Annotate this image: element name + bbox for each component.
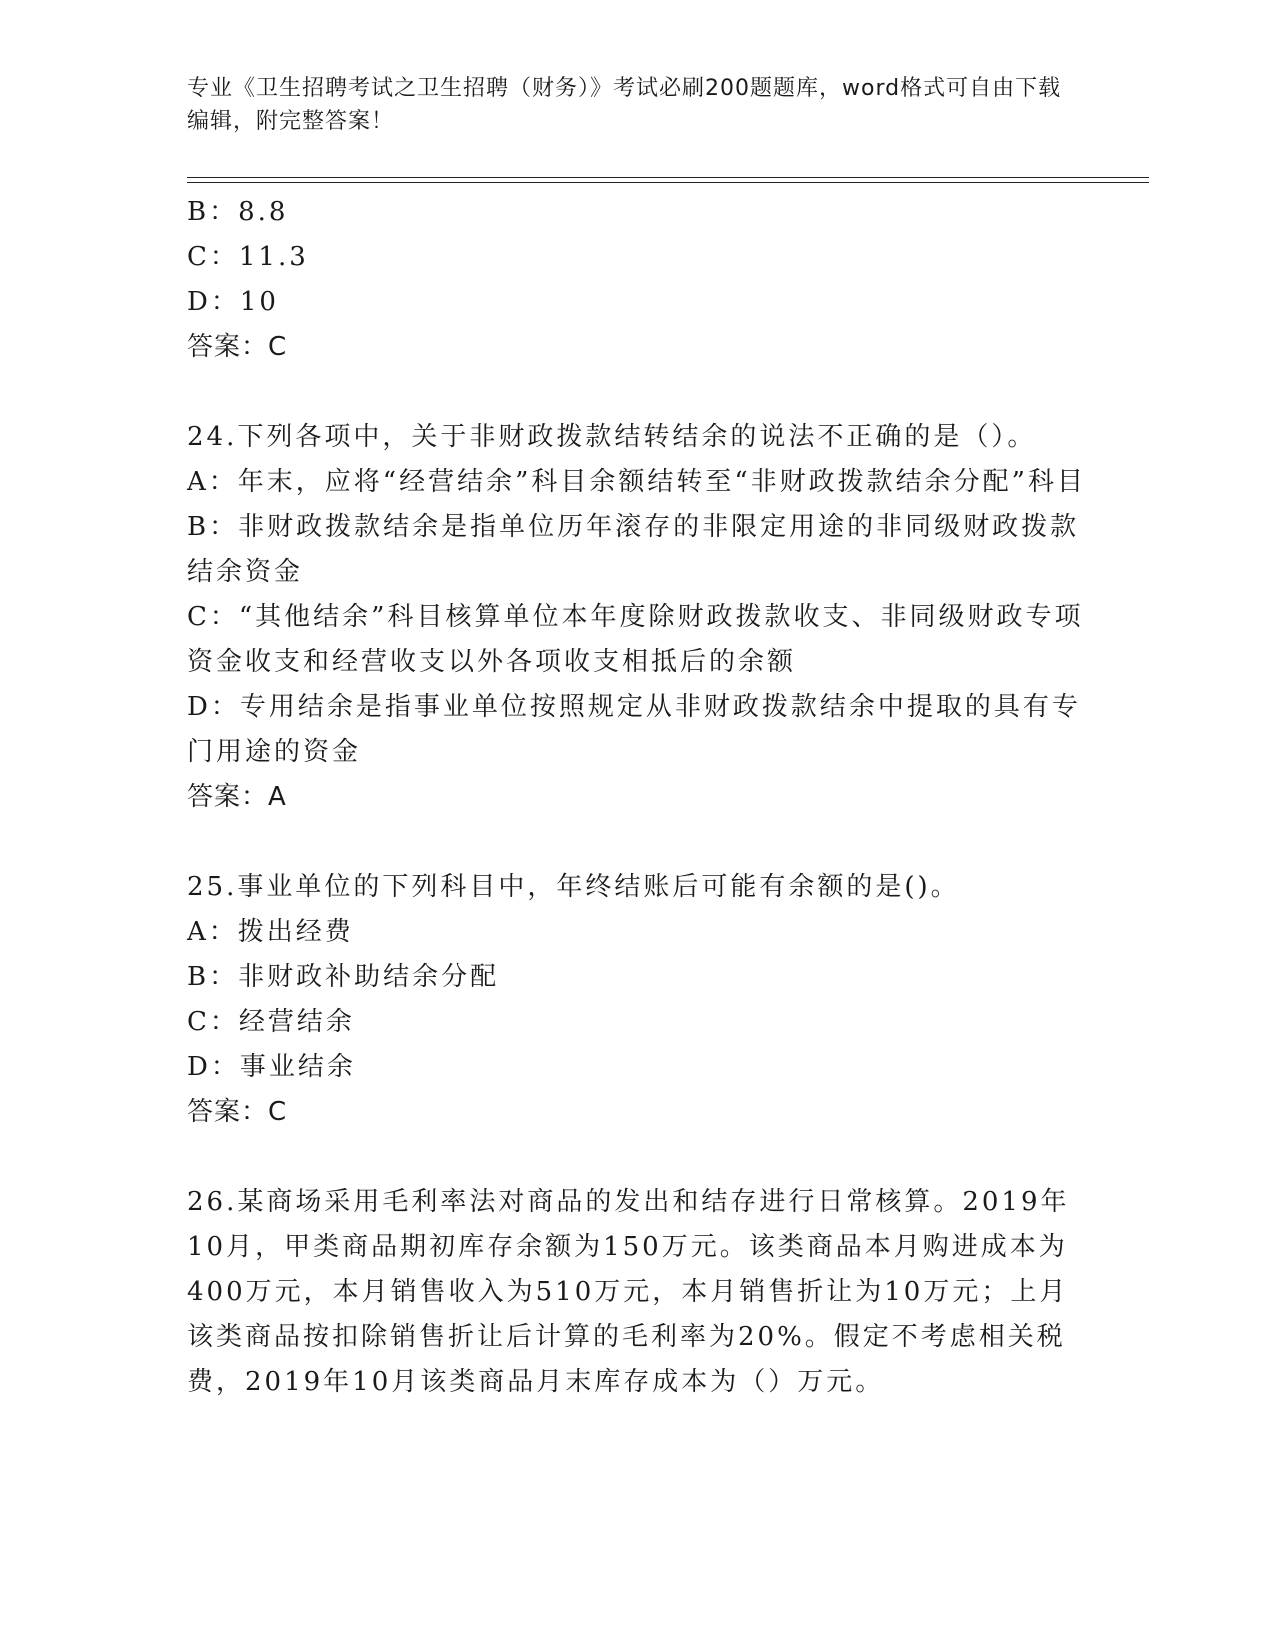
header-divider-top (187, 177, 1149, 178)
option-d: D：事业结余 (187, 1052, 356, 1082)
question-content (187, 190, 1087, 1405)
question-24: 24.下列各项中，关于非财政拨款结转结余的说法不正确的是（）。 (187, 422, 1037, 452)
document-header: 专业《卫生招聘考试之卫生招聘（财务）》考试必刷200题题库，word格式可自由下载编辑，附完整答案！ (187, 76, 1062, 134)
header-divider-bottom (187, 182, 1149, 183)
answer-label: 答案：C (187, 1097, 288, 1127)
option-a: A：拨出经费 (187, 917, 354, 947)
question-26: 26.某商场采用毛利率法对商品的发出和结存进行日常核算。2019年10月，甲类商品期初库存余额为150万元。该类商品本月购进成本为400万元，本月销售收入为510万元，本月销售折让为10万元；上月该类商品按扣除销售折让后计算的毛利率为20%。假定不考虑相关税费，2019年10月该类商品月末库存成本为（）万元。 (187, 1187, 1070, 1397)
answer-label: 答案：A (187, 782, 287, 812)
answer-label: 答案：C (187, 332, 288, 362)
option-b: B：8.8 (187, 197, 289, 227)
option-b: B：非财政补助结余分配 (187, 962, 500, 992)
option-c: C：“其他结余”科目核算单位本年度除财政拨款收支、非同级财政专项资金收支和经营收支以外各项收支相抵后的余额 (187, 602, 1084, 677)
option-d: D：10 (187, 287, 279, 317)
option-a: A：年末，应将“经营结余”科目余额结转至“非财政拨款结余分配”科目 (187, 467, 1086, 497)
option-c: C：11.3 (187, 242, 309, 272)
option-c: C：经营结余 (187, 1007, 355, 1037)
question-25: 25.事业单位的下列科目中，年终结账后可能有余额的是()。 (187, 872, 960, 902)
option-b: B：非财政拨款结余是指单位历年滚存的非限定用途的非同级财政拨款结余资金 (187, 512, 1080, 587)
option-d: D：专用结余是指事业单位按照规定从非财政拨款结余中提取的具有专门用途的资金 (187, 692, 1081, 767)
